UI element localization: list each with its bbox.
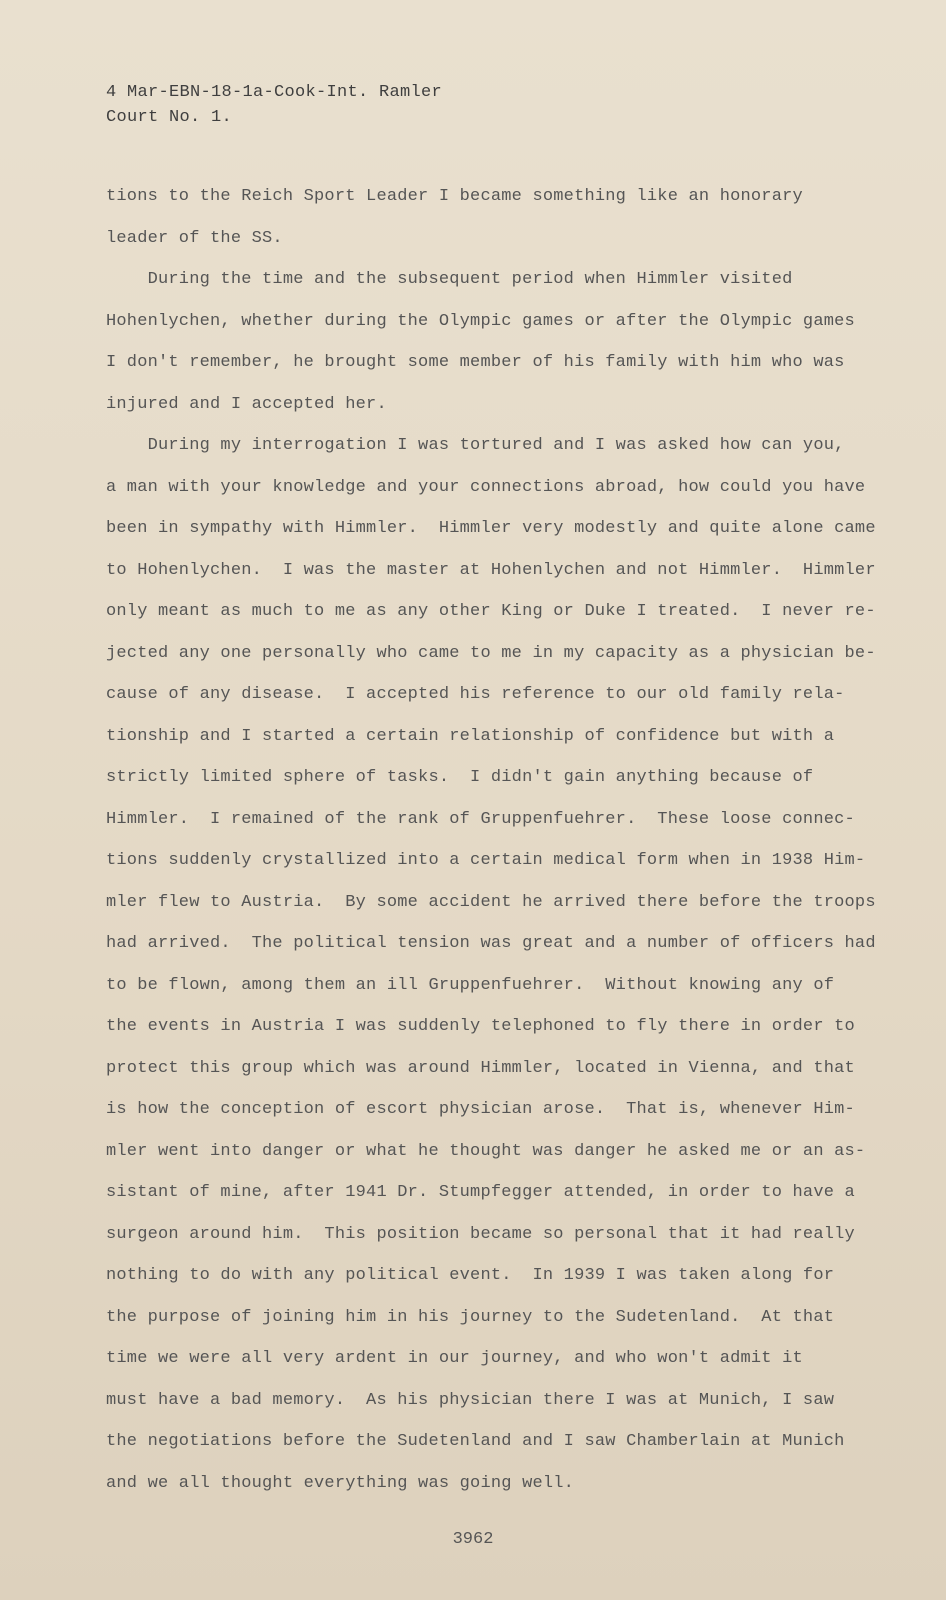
transcript-body [106,176,886,1504]
transcript-line: the purpose of joining him in his journey to the Sudetenland. At that [106,1307,835,1327]
transcript-line: I don't remember, he brought some member of his family with him who was [106,353,845,372]
header-court: Court No. 1. [106,108,233,127]
transcript-line: leader of the SS. [106,228,283,248]
transcript-line: mler flew to Austria. By some accident he arrived there before the troops [106,892,876,912]
transcript-line: to be flown, among them an ill Gruppenfuehrer. Without knowing any of [106,975,835,995]
transcript-line: been in sympathy with Himmler. Himmler very modestly and quite alone came [106,519,876,538]
transcript-line: the negotiations before the Sudetenland and I saw Chamberlain at Munich [106,1432,845,1451]
transcript-line: tionship and I started a certain relationship of confidence but with a [106,726,835,746]
transcript-line: mler went into danger or what he thought was danger he asked me or an as- [106,1141,866,1161]
transcript-line: surgeon around him. This position became so personal that it had really [106,1224,855,1244]
transcript-line: Hohenlychen, whether during the Olympic games or after the Olympic games [106,311,855,331]
transcript-line: tions to the Reich Sport Leader I became something like an honorary [106,187,803,206]
transcript-line: jected any one personally who came to me in my capacity as a physician be- [106,643,876,663]
transcript-line: had arrived. The political tension was great and a number of officers had [106,934,876,953]
transcript-line: nothing to do with any political event. In 1939 I was taken along for [106,1266,835,1285]
transcript-line: During my interrogation I was tortured and I was asked how can you, [106,436,845,455]
transcript-line: time we were all very ardent in our journey, and who won't admit it [106,1349,803,1368]
transcript-line: protect this group which was around Himmler, located in Vienna, and that [106,1058,855,1078]
page-number: 3962 [452,1530,494,1549]
transcript-line: tions suddenly crystallized into a certain medical form when in 1938 Him- [106,851,866,870]
transcript-line: the events in Austria I was suddenly telephoned to fly there in order to [106,1017,855,1036]
transcript-line: to Hohenlychen. I was the master at Hohenlychen and not Himmler. Himmler [106,560,876,580]
transcript-line: a man with your knowledge and your connections abroad, how could you have [106,477,866,497]
transcript-line: and we all thought everything was going well. [106,1473,575,1493]
transcript-line: only meant as much to me as any other King or Duke I treated. I never re- [106,602,876,621]
transcript-line: is how the conception of escort physician arose. That is, whenever Him- [106,1100,855,1119]
transcript-line: injured and I accepted her. [106,394,387,414]
transcript-line: strictly limited sphere of tasks. I didn't gain anything because of [106,768,814,787]
transcript-line: sistant of mine, after 1941 Dr. Stumpfegger attended, in order to have a [106,1183,855,1202]
transcript-line: must have a bad memory. As his physician there I was at Munich, I saw [106,1390,835,1410]
document-header [106,80,442,130]
transcript-line: During the time and the subsequent period when Himmler visited [106,270,793,289]
header-reference: 4 Mar-EBN-18-1a-Cook-Int. Ramler [106,83,443,102]
transcript-line: cause of any disease. I accepted his reference to our old family rela- [106,685,845,704]
transcript-line: Himmler. I remained of the rank of Gruppenfuehrer. These loose connec- [106,809,855,829]
